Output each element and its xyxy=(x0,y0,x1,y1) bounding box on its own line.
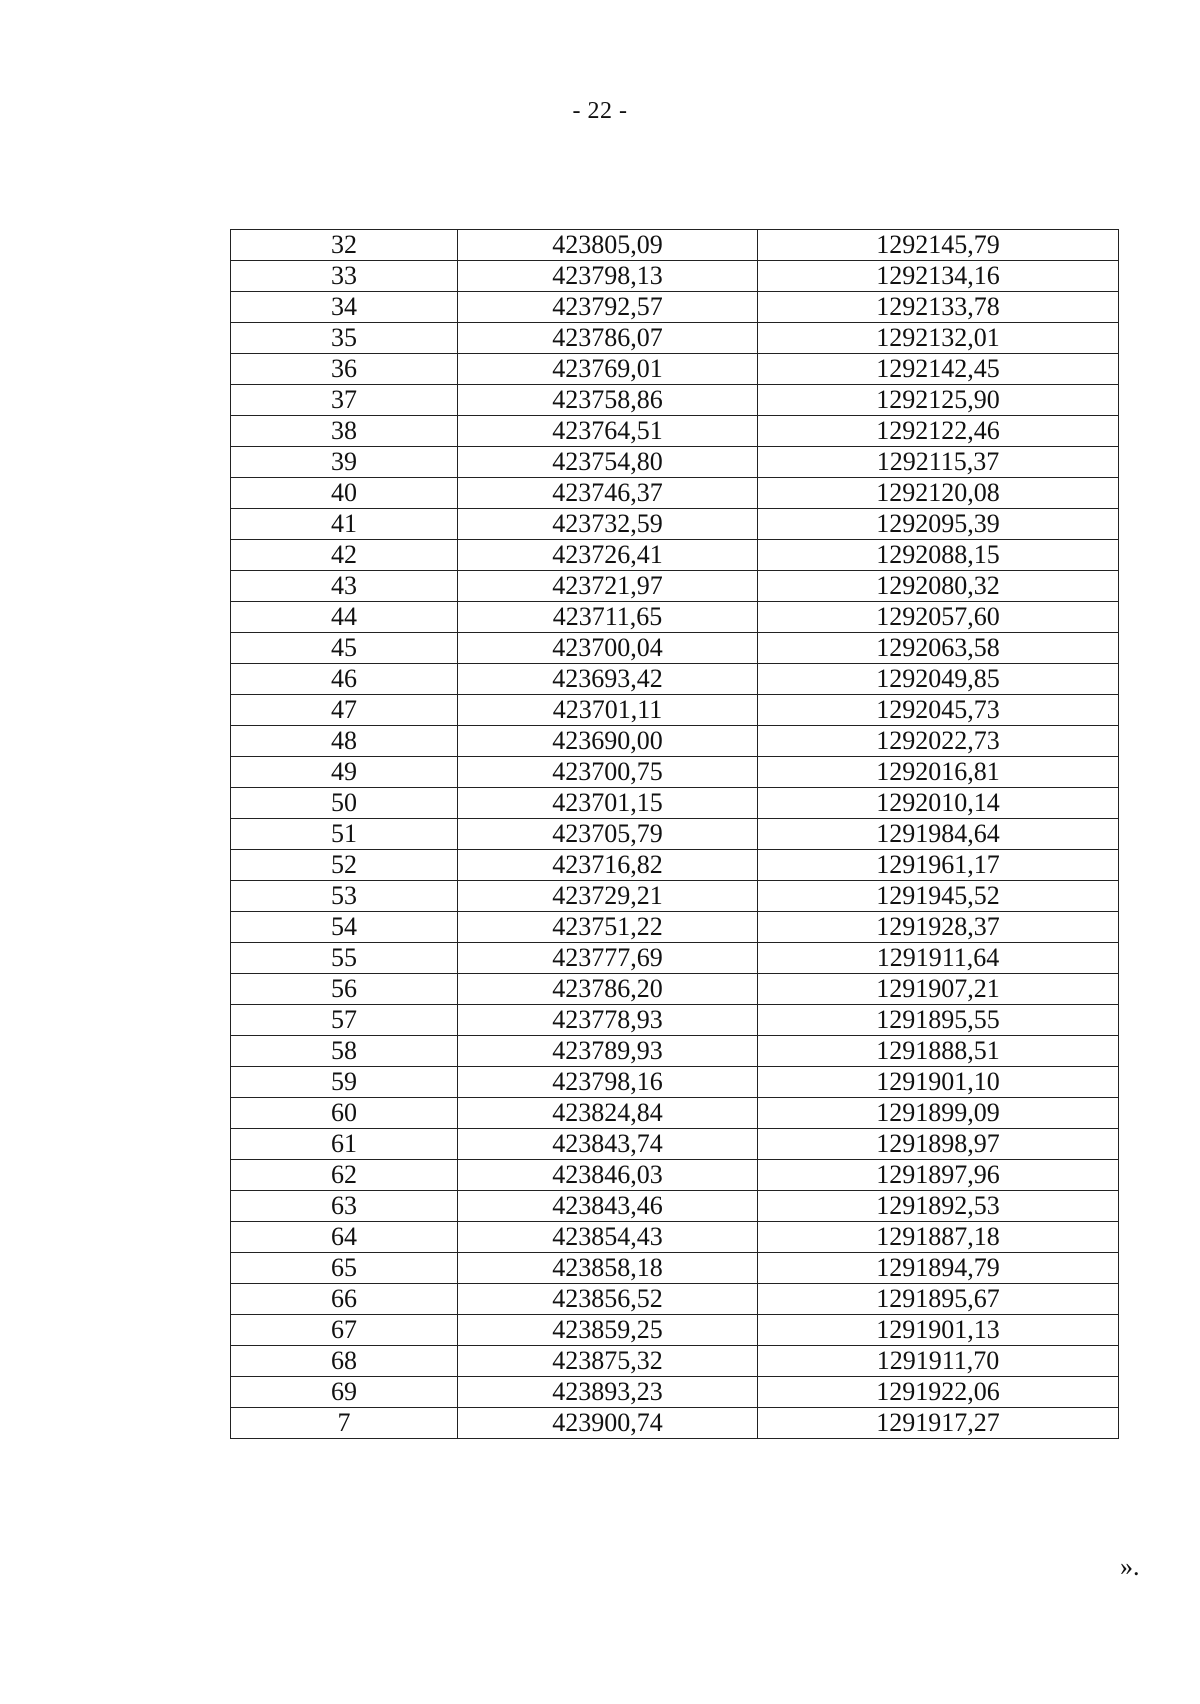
x-coordinate-cell: 423789,93 xyxy=(458,1036,758,1067)
y-coordinate-cell: 1291945,52 xyxy=(758,881,1119,912)
table-row xyxy=(231,1408,1119,1439)
x-coordinate-cell: 423856,52 xyxy=(458,1284,758,1315)
point-number-cell: 67 xyxy=(231,1315,458,1346)
point-number-cell: 69 xyxy=(231,1377,458,1408)
x-coordinate-cell: 423700,75 xyxy=(458,757,758,788)
table-row xyxy=(231,292,1119,323)
point-number-cell: 40 xyxy=(231,478,458,509)
x-coordinate-cell: 423805,09 xyxy=(458,230,758,261)
table-row xyxy=(231,1222,1119,1253)
x-coordinate-cell: 423711,65 xyxy=(458,602,758,633)
y-coordinate-cell: 1292125,90 xyxy=(758,385,1119,416)
point-number-cell: 51 xyxy=(231,819,458,850)
y-coordinate-cell: 1292057,60 xyxy=(758,602,1119,633)
table-row xyxy=(231,1377,1119,1408)
y-coordinate-cell: 1292080,32 xyxy=(758,571,1119,602)
point-number-cell: 7 xyxy=(231,1408,458,1439)
x-coordinate-cell: 423701,11 xyxy=(458,695,758,726)
point-number-cell: 68 xyxy=(231,1346,458,1377)
x-coordinate-cell: 423854,43 xyxy=(458,1222,758,1253)
point-number-cell: 35 xyxy=(231,323,458,354)
table-row xyxy=(231,230,1119,261)
point-number-cell: 46 xyxy=(231,664,458,695)
y-coordinate-cell: 1292022,73 xyxy=(758,726,1119,757)
point-number-cell: 58 xyxy=(231,1036,458,1067)
y-coordinate-cell: 1291901,10 xyxy=(758,1067,1119,1098)
y-coordinate-cell: 1291888,51 xyxy=(758,1036,1119,1067)
point-number-cell: 44 xyxy=(231,602,458,633)
y-coordinate-cell: 1292115,37 xyxy=(758,447,1119,478)
x-coordinate-cell: 423732,59 xyxy=(458,509,758,540)
table-row xyxy=(231,1253,1119,1284)
table-row xyxy=(231,540,1119,571)
point-number-cell: 59 xyxy=(231,1067,458,1098)
y-coordinate-cell: 1292095,39 xyxy=(758,509,1119,540)
x-coordinate-cell: 423786,07 xyxy=(458,323,758,354)
coordinates-table xyxy=(230,229,1119,1439)
point-number-cell: 34 xyxy=(231,292,458,323)
table-row xyxy=(231,881,1119,912)
x-coordinate-cell: 423843,46 xyxy=(458,1191,758,1222)
point-number-cell: 53 xyxy=(231,881,458,912)
y-coordinate-cell: 1292134,16 xyxy=(758,261,1119,292)
point-number-cell: 32 xyxy=(231,230,458,261)
x-coordinate-cell: 423746,37 xyxy=(458,478,758,509)
table-row xyxy=(231,385,1119,416)
x-coordinate-cell: 423754,80 xyxy=(458,447,758,478)
page-number: - 22 - xyxy=(572,98,628,124)
x-coordinate-cell: 423700,04 xyxy=(458,633,758,664)
x-coordinate-cell: 423764,51 xyxy=(458,416,758,447)
point-number-cell: 64 xyxy=(231,1222,458,1253)
y-coordinate-cell: 1292049,85 xyxy=(758,664,1119,695)
point-number-cell: 33 xyxy=(231,261,458,292)
point-number-cell: 63 xyxy=(231,1191,458,1222)
table-row xyxy=(231,354,1119,385)
x-coordinate-cell: 423798,16 xyxy=(458,1067,758,1098)
point-number-cell: 52 xyxy=(231,850,458,881)
x-coordinate-cell: 423843,74 xyxy=(458,1129,758,1160)
table-row xyxy=(231,974,1119,1005)
point-number-cell: 65 xyxy=(231,1253,458,1284)
table-row xyxy=(231,1284,1119,1315)
y-coordinate-cell: 1291928,37 xyxy=(758,912,1119,943)
y-coordinate-cell: 1291895,67 xyxy=(758,1284,1119,1315)
y-coordinate-cell: 1292132,01 xyxy=(758,323,1119,354)
y-coordinate-cell: 1292063,58 xyxy=(758,633,1119,664)
x-coordinate-cell: 423721,97 xyxy=(458,571,758,602)
x-coordinate-cell: 423777,69 xyxy=(458,943,758,974)
table-row xyxy=(231,1129,1119,1160)
point-number-cell: 66 xyxy=(231,1284,458,1315)
y-coordinate-cell: 1291899,09 xyxy=(758,1098,1119,1129)
y-coordinate-cell: 1292045,73 xyxy=(758,695,1119,726)
point-number-cell: 38 xyxy=(231,416,458,447)
x-coordinate-cell: 423705,79 xyxy=(458,819,758,850)
x-coordinate-cell: 423693,42 xyxy=(458,664,758,695)
y-coordinate-cell: 1291894,79 xyxy=(758,1253,1119,1284)
table-row xyxy=(231,1067,1119,1098)
table-row xyxy=(231,695,1119,726)
point-number-cell: 39 xyxy=(231,447,458,478)
point-number-cell: 56 xyxy=(231,974,458,1005)
table-row xyxy=(231,757,1119,788)
x-coordinate-cell: 423900,74 xyxy=(458,1408,758,1439)
y-coordinate-cell: 1291922,06 xyxy=(758,1377,1119,1408)
table-row xyxy=(231,788,1119,819)
point-number-cell: 57 xyxy=(231,1005,458,1036)
y-coordinate-cell: 1291901,13 xyxy=(758,1315,1119,1346)
x-coordinate-cell: 423778,93 xyxy=(458,1005,758,1036)
y-coordinate-cell: 1292122,46 xyxy=(758,416,1119,447)
table-row xyxy=(231,819,1119,850)
y-coordinate-cell: 1291895,55 xyxy=(758,1005,1119,1036)
y-coordinate-cell: 1291911,64 xyxy=(758,943,1119,974)
x-coordinate-cell: 423859,25 xyxy=(458,1315,758,1346)
table-row xyxy=(231,602,1119,633)
y-coordinate-cell: 1291892,53 xyxy=(758,1191,1119,1222)
table-row xyxy=(231,1191,1119,1222)
y-coordinate-cell: 1291907,21 xyxy=(758,974,1119,1005)
closing-quote-mark: ». xyxy=(1120,1552,1140,1581)
table-row xyxy=(231,1036,1119,1067)
y-coordinate-cell: 1291961,17 xyxy=(758,850,1119,881)
point-number-cell: 45 xyxy=(231,633,458,664)
x-coordinate-cell: 423858,18 xyxy=(458,1253,758,1284)
y-coordinate-cell: 1292010,14 xyxy=(758,788,1119,819)
y-coordinate-cell: 1291887,18 xyxy=(758,1222,1119,1253)
x-coordinate-cell: 423786,20 xyxy=(458,974,758,1005)
point-number-cell: 36 xyxy=(231,354,458,385)
y-coordinate-cell: 1291897,96 xyxy=(758,1160,1119,1191)
point-number-cell: 50 xyxy=(231,788,458,819)
x-coordinate-cell: 423690,00 xyxy=(458,726,758,757)
x-coordinate-cell: 423701,15 xyxy=(458,788,758,819)
point-number-cell: 41 xyxy=(231,509,458,540)
coordinates-table-body xyxy=(231,230,1119,1439)
x-coordinate-cell: 423769,01 xyxy=(458,354,758,385)
table-row xyxy=(231,1005,1119,1036)
y-coordinate-cell: 1291984,64 xyxy=(758,819,1119,850)
x-coordinate-cell: 423798,13 xyxy=(458,261,758,292)
x-coordinate-cell: 423846,03 xyxy=(458,1160,758,1191)
table-row xyxy=(231,726,1119,757)
point-number-cell: 37 xyxy=(231,385,458,416)
point-number-cell: 61 xyxy=(231,1129,458,1160)
table-row xyxy=(231,664,1119,695)
x-coordinate-cell: 423875,32 xyxy=(458,1346,758,1377)
y-coordinate-cell: 1292120,08 xyxy=(758,478,1119,509)
table-row xyxy=(231,943,1119,974)
point-number-cell: 62 xyxy=(231,1160,458,1191)
table-row xyxy=(231,478,1119,509)
point-number-cell: 43 xyxy=(231,571,458,602)
table-row xyxy=(231,1315,1119,1346)
point-number-cell: 54 xyxy=(231,912,458,943)
table-row xyxy=(231,509,1119,540)
table-row xyxy=(231,633,1119,664)
table-row xyxy=(231,1160,1119,1191)
y-coordinate-cell: 1292142,45 xyxy=(758,354,1119,385)
table-row xyxy=(231,1346,1119,1377)
x-coordinate-cell: 423751,22 xyxy=(458,912,758,943)
y-coordinate-cell: 1291898,97 xyxy=(758,1129,1119,1160)
table-row xyxy=(231,571,1119,602)
y-coordinate-cell: 1291917,27 xyxy=(758,1408,1119,1439)
point-number-cell: 47 xyxy=(231,695,458,726)
table-row xyxy=(231,447,1119,478)
y-coordinate-cell: 1291911,70 xyxy=(758,1346,1119,1377)
table-row xyxy=(231,261,1119,292)
y-coordinate-cell: 1292016,81 xyxy=(758,757,1119,788)
y-coordinate-cell: 1292133,78 xyxy=(758,292,1119,323)
x-coordinate-cell: 423824,84 xyxy=(458,1098,758,1129)
x-coordinate-cell: 423716,82 xyxy=(458,850,758,881)
x-coordinate-cell: 423893,23 xyxy=(458,1377,758,1408)
table-row xyxy=(231,416,1119,447)
x-coordinate-cell: 423726,41 xyxy=(458,540,758,571)
table-row xyxy=(231,323,1119,354)
point-number-cell: 49 xyxy=(231,757,458,788)
y-coordinate-cell: 1292088,15 xyxy=(758,540,1119,571)
point-number-cell: 48 xyxy=(231,726,458,757)
table-row xyxy=(231,850,1119,881)
point-number-cell: 55 xyxy=(231,943,458,974)
table-row xyxy=(231,912,1119,943)
point-number-cell: 42 xyxy=(231,540,458,571)
table-row xyxy=(231,1098,1119,1129)
point-number-cell: 60 xyxy=(231,1098,458,1129)
y-coordinate-cell: 1292145,79 xyxy=(758,230,1119,261)
x-coordinate-cell: 423729,21 xyxy=(458,881,758,912)
x-coordinate-cell: 423758,86 xyxy=(458,385,758,416)
x-coordinate-cell: 423792,57 xyxy=(458,292,758,323)
